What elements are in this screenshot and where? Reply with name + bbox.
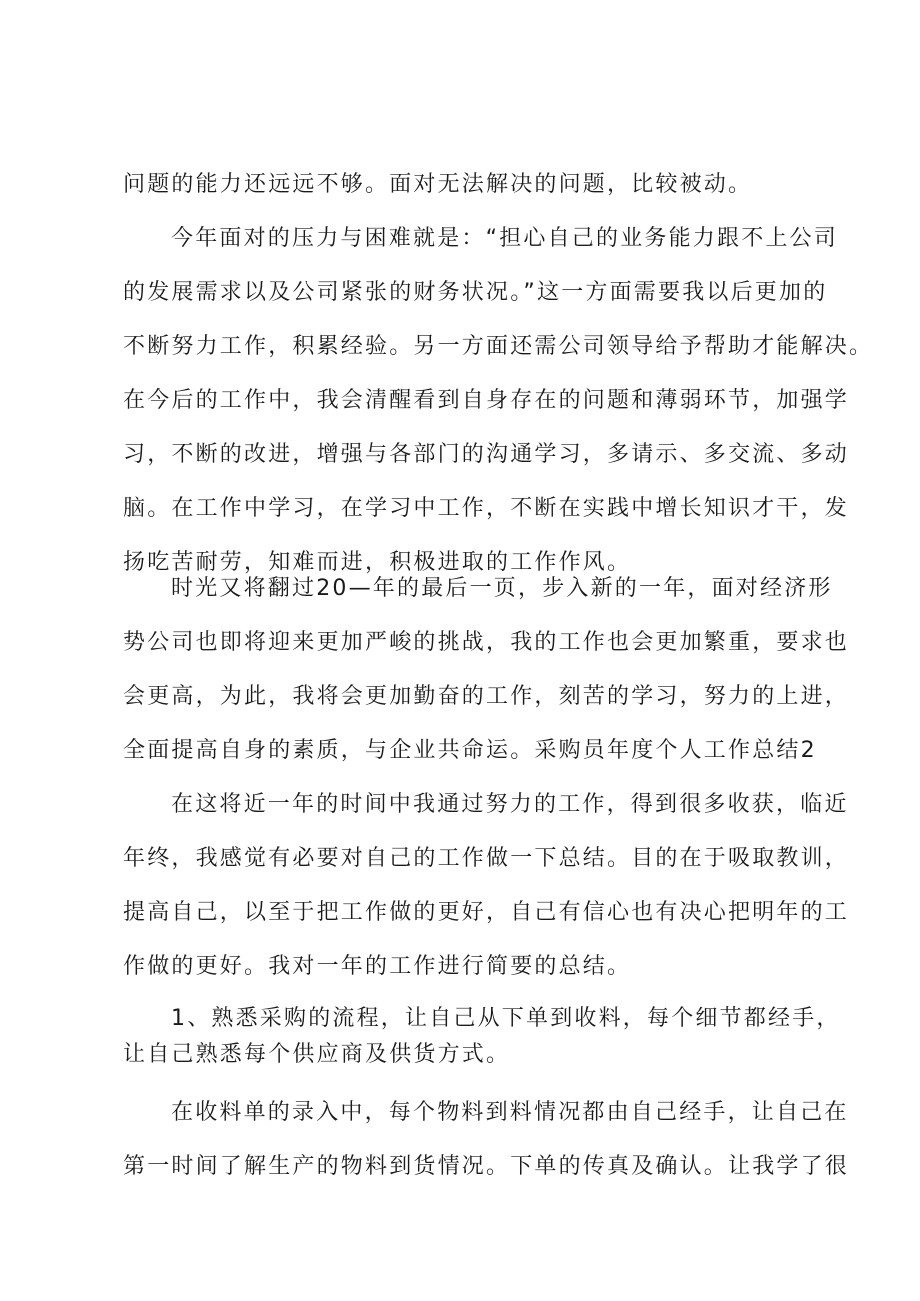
text-line: 的发展需求以及公司紧张的财务状况。”这一方面需要我以后更加的 (123, 280, 828, 305)
text-line: 势公司也即将迎来更加严峻的挑战，我的工作也会更加繁重，要求也 (123, 630, 850, 655)
paragraph-5 (123, 1001, 841, 1073)
text-line: 不断努力工作，积累经验。另一方面还需公司领导给予帮助才能解决。 (123, 334, 874, 359)
paragraph-3 (123, 562, 850, 778)
text-line: 1、熟悉采购的流程，让自己从下单到收料，每个细节都经手， (171, 1006, 841, 1031)
text-line: 全面提高自身的素质，与企业共命运。采购员年度个人工作总结2 (123, 738, 817, 763)
paragraph-6 (123, 1086, 850, 1194)
text-line: 第一时间了解生产的物料到货情况。下单的传真及确认。让我学了很 (123, 1154, 850, 1179)
text-line: 让自己熟悉每个供应商及供货方式。 (123, 1042, 511, 1067)
paragraph-2 (123, 212, 874, 590)
text-line: 作做的更好。我对一年的工作进行简要的总结。 (123, 954, 632, 979)
text-line: 习，不断的改进，增强与各部门的沟通学习，多请示、多交流、多动 (123, 442, 850, 467)
text-line: 在收料单的录入中，每个物料到料情况都由自己经手，让自己在 (171, 1100, 849, 1125)
text-line: 在今后的工作中，我会清醒看到自身存在的问题和薄弱环节，加强学 (123, 388, 850, 413)
text-line: 提高自己，以至于把工作做的更好，自己有信心也有决心把明年的工 (123, 900, 850, 925)
paragraph-1 (123, 158, 823, 212)
paragraph-4 (123, 778, 850, 994)
text-line: 脑。在工作中学习，在学习中工作，不断在实践中增长知识才干，发 (123, 496, 850, 521)
text-line: 年终，我感觉有必要对自己的工作做一下总结。目的在于吸取教训， (123, 846, 850, 871)
text-line: 今年面对的压力与困难就是：“担心自己的业务能力跟不上公司 (171, 226, 838, 251)
text-line: 会更高，为此，我将会更加勤奋的工作，刻苦的学习，努力的上进， (123, 684, 850, 709)
text-line: 在这将近一年的时间中我通过努力的工作，得到很多收获，临近 (171, 792, 849, 817)
text-line: 扬吃苦耐劳，知难而进，积极进取的工作作风。 (123, 550, 632, 575)
text-line: 时光又将翻过20—年的最后一页，步入新的一年，面对经济形 (171, 576, 833, 601)
text-line: 问题的能力还远远不够。面对无法解决的问题，比较被动。 (123, 172, 753, 197)
